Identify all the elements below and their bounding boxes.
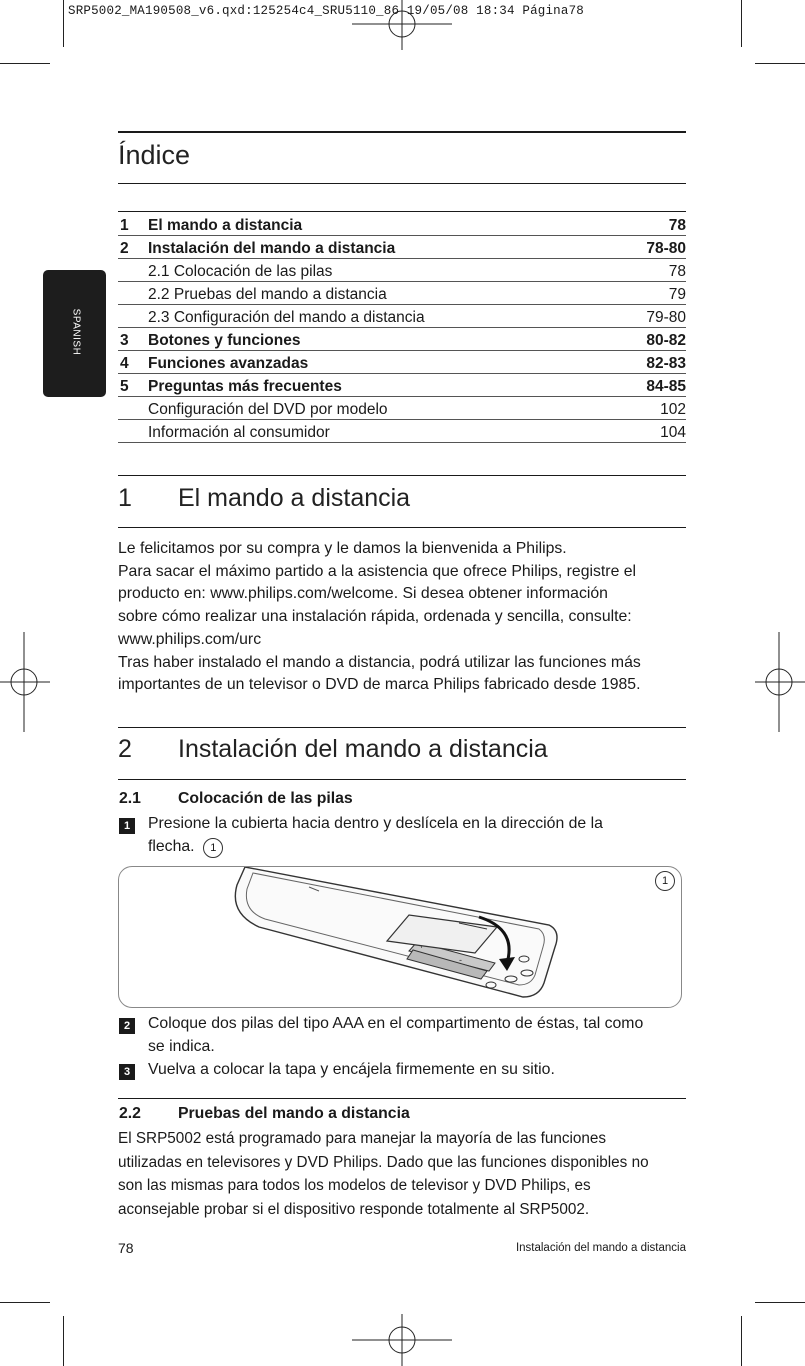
section1-title: El mando a distancia [178,484,411,512]
subsection-2-1-number: 2.1 [119,790,141,807]
subsection-2-2-body [118,1127,686,1221]
toc-row-label: Preguntas más frecuentes [148,378,342,395]
section1-body [118,538,686,697]
toc-row [118,351,686,374]
toc-row [118,374,686,397]
toc-title-rule [118,183,686,184]
toc-row [118,213,686,236]
section1-line: sobre cómo realizar una instalación rápida, ordenada y sencilla, consulte: [118,608,632,626]
step-3-text [148,1058,688,1081]
step-2-line: Coloque dos pilas del tipo AAA en el compartimento de éstas, tal como [148,1015,644,1032]
section1-line: Para sacar el máximo partido a la asistencia que ofrece Philips, registre el [118,562,637,580]
toc-row-number: 5 [120,378,129,395]
toc-row [118,282,686,305]
toc-row-page: 104 [660,424,686,441]
figure-ref-badge: 1 [203,838,223,858]
toc-row-label: Configuración del DVD por modelo [148,401,388,418]
section1-line: producto en: www.philips.com/welcome. Si desea obtener información [118,585,608,603]
section2-title: Instalación del mando a distancia [178,735,548,763]
step-1-line: flecha. [148,838,195,855]
step-1-line: Presione la cubierta hacia dentro y deslícela en la dirección de la [148,815,603,832]
toc-row-number: 1 [120,217,129,234]
toc-row-number: 3 [120,332,129,349]
subsection-2-2-title: Pruebas del mando a distancia [178,1105,410,1122]
toc-row-page: 78 [668,263,686,280]
section1-line: Le felicitamos por su compra y le damos la bienvenida a Philips. [118,540,567,557]
figure-label: 1 [655,871,675,891]
step-2-line: se indica. [148,1038,215,1055]
subsection-2-2-line: son las mismas para todos los modelos de televisor y DVD Philips, es [118,1177,591,1194]
step-3-badge: 3 [119,1064,135,1080]
toc-row [118,397,686,420]
toc-row-page: 102 [660,401,686,418]
battery-figure [118,866,682,1008]
section2-bottom-rule [118,779,686,780]
section1-line: www.philips.com/urc [118,630,262,648]
section2-number: 2 [118,735,132,763]
section1-line: importantes de un televisor o DVD de marca Philips fabricado desde 1985. [118,676,641,694]
remote-battery-illustration [119,867,681,1007]
step-2-badge: 2 [119,1018,135,1034]
subsection-2-2-line: El SRP5002 está programado para manejar la mayoría de las funciones [118,1130,607,1147]
step-1-text [148,812,688,858]
toc-row-page: 80-82 [646,332,686,349]
section1-bottom-rule [118,527,686,528]
running-footer-title: Instalación del mando a distancia [515,1242,686,1254]
toc-row-page: 78 [668,217,686,234]
toc-row-page: 78-80 [646,240,686,257]
subsection-2-2-line: aconsejable probar si el dispositivo responde totalmente al SRP5002. [118,1200,590,1218]
step-3-line: Vuelva a colocar la tapa y encájela firmemente en su sitio. [148,1061,555,1078]
toc-row-page: 79-80 [646,309,686,326]
toc-row-label: Funciones avanzadas [148,355,309,372]
subsection-2-2-number: 2.2 [119,1105,141,1122]
toc-row-page: 84-85 [646,378,686,395]
toc-row-label: Instalación del mando a distancia [148,240,396,257]
toc-row-label: Botones y funciones [148,332,301,349]
step-2-text [148,1012,688,1058]
toc-row-label: El mando a distancia [148,217,303,234]
subsection-2-1-title: Colocación de las pilas [178,790,353,807]
subsection-2-2-rule [118,1098,686,1099]
section2-top-rule [118,727,686,728]
toc-title: Índice [118,140,191,170]
subsection-2-2-line: utilizadas en televisores y DVD Philips. Dado que las funciones disponibles no [118,1153,649,1171]
step-1-line-2 [148,835,688,858]
toc-row [118,328,686,351]
toc-row-label: 2.1 Colocación de las pilas [148,263,333,280]
print-header: SRP5002_MA190508_v6.qxd:125254c4_SRU5110_86 19/05/08 18:34 Página78 [68,4,584,18]
language-tab [43,270,106,397]
section1-number: 1 [118,484,132,512]
toc-row [118,259,686,282]
toc-row-label: 2.3 Configuración del mando a distancia [148,309,425,326]
toc-row-label: Información al consumidor [148,424,330,441]
toc-row-page: 79 [668,286,686,303]
toc-row [118,236,686,259]
toc-row [118,305,686,328]
section1-top-rule [118,475,686,476]
toc-row-number: 2 [120,240,129,257]
toc-row-label: 2.2 Pruebas del mando a distancia [148,286,387,303]
toc-row-number: 4 [120,355,129,372]
toc-table-top-rule [118,211,686,212]
section1-line: Tras haber instalado el mando a distancia, podrá utilizar las funciones más [118,653,641,671]
svg-text:-: - [459,955,462,965]
toc-top-rule [118,131,686,133]
toc-row [118,420,686,443]
toc-row-page: 82-83 [646,355,686,372]
page-number: 78 [118,1240,134,1256]
step-1-badge: 1 [119,818,135,834]
language-tab-label: SPANISH [70,308,82,356]
